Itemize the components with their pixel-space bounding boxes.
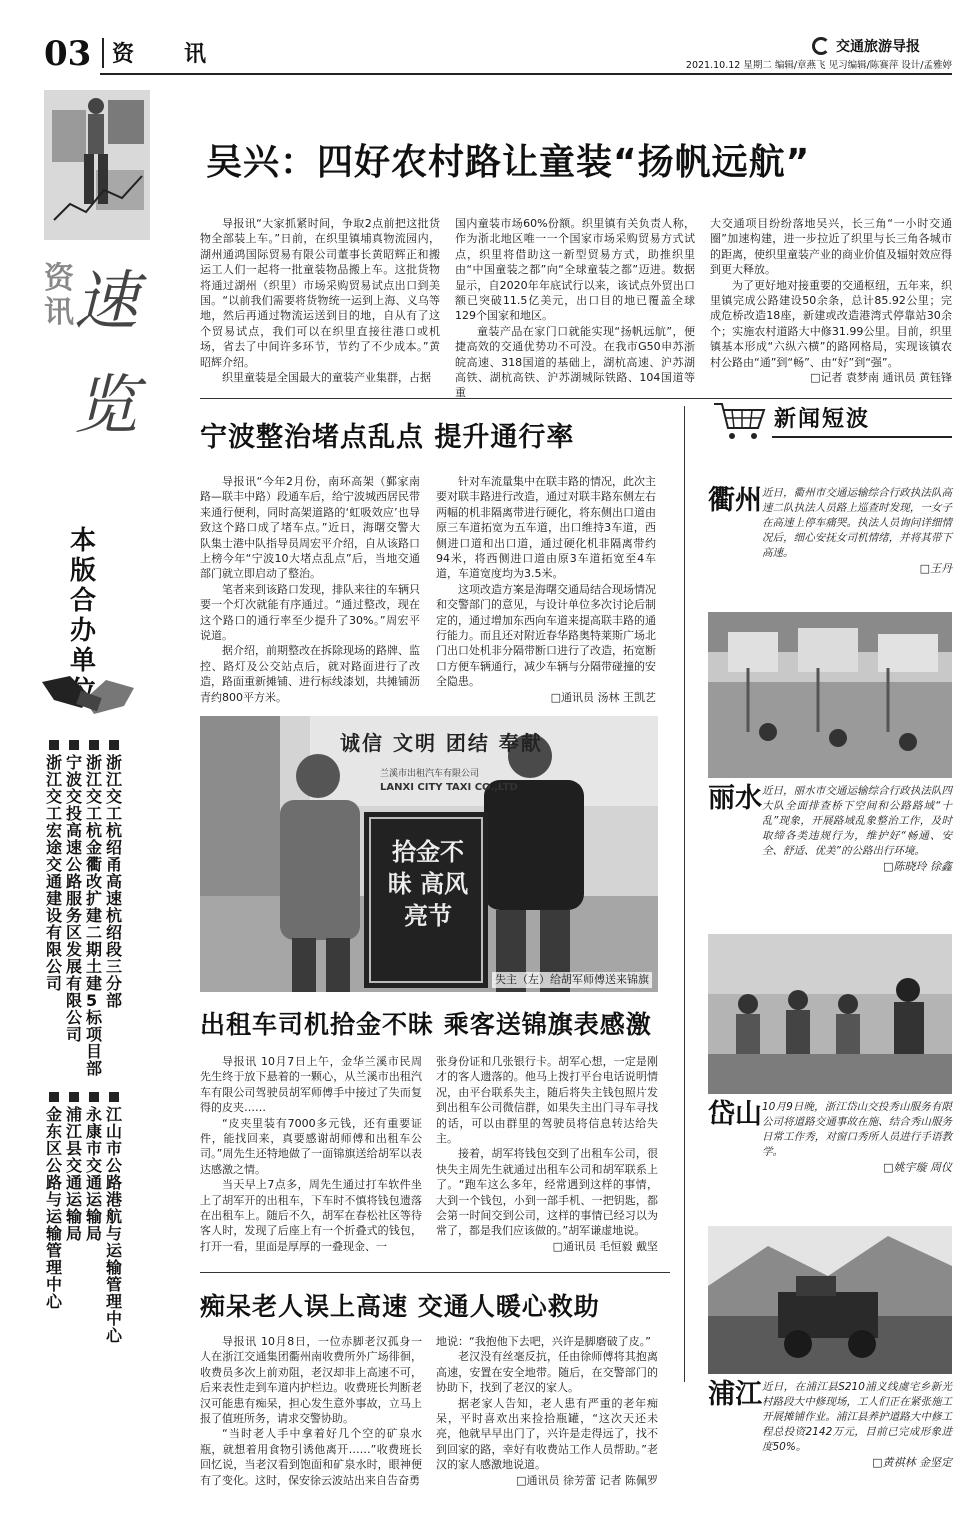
paragraph: 老汉没有丝毫反抗，任由徐师傅将其抱离高速，安置在安全地带。随后，在交警部门的协助下，找到了老汉的家人。 xyxy=(436,1350,658,1395)
page-number: 03 xyxy=(44,34,92,74)
article3-headline: 出租车司机拾金不昧 乘客送锦旗表感激 xyxy=(200,1010,652,1039)
paragraph: 接着，胡军将钱包交到了出租车公司，很快失主周先生就通过出租车公司和胡军联系上了。“跑车这么多年，经常遇到这样的事情，大到一个钱包，小到一部手机、一把钥匙，都会第一时间交到公司，这样的事情已经习以为常了，都是我们应该做的。”胡军谦虚地说。 xyxy=(436,1147,658,1238)
paper-logo xyxy=(812,36,952,56)
paragraph: 地说：“我抱他下去吧，兴许是脚磨破了皮。” xyxy=(436,1335,651,1348)
header-divider xyxy=(102,38,104,68)
article3-col1 xyxy=(200,1054,422,1254)
header-rule xyxy=(100,73,952,75)
article3-col2 xyxy=(436,1054,658,1254)
briefs-title: 新闻短波 xyxy=(774,407,871,432)
article1-col2 xyxy=(455,216,695,401)
units-group-1 xyxy=(44,740,144,1080)
paragraph: 据介绍，前期整改在拆除现场的路牌、监控、路灯及公交站点后，就对路面进行了改造，路面重新摊铺、进行标线漆划，共摊铺沥青约800平方米。 xyxy=(200,644,420,704)
brief-city: 浦江 xyxy=(708,1379,762,1410)
brief-city: 岱山 xyxy=(708,1099,762,1130)
sidebar-title-char: 讯 xyxy=(44,295,74,330)
sidebar-title-char: 资 xyxy=(44,261,74,296)
brief-credit: □姚宇璇 周仪 xyxy=(883,1161,952,1174)
logo-icon xyxy=(812,37,830,55)
paragraph: 针对车流量集中在联丰路的情况，此次主要对联丰路进行改造，通过对联丰路东侧左右两幅的机非隔离带进行硬化，将东侧出口道由原三车道拓宽为五车道，出口维持3车道，西侧进口道和出口道，通过硬化机非隔离带约94米，将西侧进口道由原3车道拓宽至4车道，车道宽度均为3.5米。 xyxy=(436,475,656,581)
cohost-unit: 浙江交工杭绍甬高速杭绍段三分部 xyxy=(106,740,123,1009)
paper-name: 交通旅游导报 xyxy=(836,39,920,55)
paragraph: 据老家人告知，老人患有严重的老年痴呆，平时喜欢出来捡拾瓶罐，“这次天还未亮，他就早早出门了，兴许是走得远了，找不到回家的路，幸好有收费站工作人员帮助。”老汉的家人感激地说道。 xyxy=(436,1396,658,1472)
article2-col2 xyxy=(436,474,656,705)
paragraph: 大交通项目纷纷落地吴兴，长三角“一小时交通圈”加速构建，进一步拉近了织里与长三角各城市的距离，使织里童装产业的商业价值及辐射效应得到更大释放。 xyxy=(710,217,952,277)
paragraph: 导报讯“大家抓紧时间，争取2点前把这批货物全部装上车。”日前，在织里镇埔真物流园内，湖州通鸿国际贸易有限公司董事长黄昭辉正和搬运工人们一起将一批童装物品搬上车。这批货物将通过湖州（织里）市场采购贸易试点出口到美国。“以前我们需要将货物统一运到上海、义乌等地，然后再通过物流运送到目的地，自从有了这个贸易试点，我们可以在织里直接往港口或机场，省去了中间许多环节，节约了不少成本。”黄昭辉介绍。 xyxy=(200,217,440,369)
cart-icon xyxy=(712,398,768,442)
lishui-photo xyxy=(708,612,952,778)
cohost-unit: 浦江县交通运输局 xyxy=(66,1092,83,1242)
article1-col3 xyxy=(710,216,952,385)
brief-credit: □黄祺林 金坚定 xyxy=(872,1456,952,1469)
paragraph: 导报讯“今年2月份，南环高架（鄞家南路—联丰中路）段通车后，给宁波城西居民带来通行便利，同时高架道路的‘虹吸效应’也导致这个路口成了堵车点。”近日，海曙交警大队集士港中队指导员周宏平介绍，自从该路口上榜今年“宁波10大堵点乱点”后，当地交通部门就立即启动了整治。 xyxy=(200,475,420,581)
daishan-photo xyxy=(708,934,952,1094)
brief-daishan xyxy=(708,1100,952,1175)
pujiang-photo xyxy=(708,1226,952,1374)
paragraph: 织里童装是全国最大的童装产业集群，占据 xyxy=(222,371,431,385)
sidebar-illustration xyxy=(38,80,156,252)
article3-credit: □通讯员 毛恒毅 戴坚 xyxy=(552,1239,658,1253)
paragraph: 导报讯 10月8日，一位赤脚老汉孤身一人在浙江交通集团衢州南收费所外广场徘徊，收费员多次上前劝阻，老汉却非上高速不可，后来表性走到车道内护栏边。收费班长判断老汉可能患有痴呆，担心发生意外事故，立马上报了值班所务，请求交警协助。 xyxy=(200,1335,422,1426)
brief-quzhou xyxy=(708,486,952,576)
cohost-unit: 永康市交通运输局 xyxy=(86,1092,103,1242)
brief-credit: □王丹 xyxy=(919,562,952,575)
article2-headline: 宁波整治堵点乱点 提升通行率 xyxy=(200,422,575,453)
brief-lishui xyxy=(708,784,952,874)
cohost-unit: 金东区公路与运输管理中心 xyxy=(46,1092,63,1310)
paragraph: 张身份证和几张银行卡。胡军心想，一定是刚才的客人遗落的。他马上拨打平台电话说明情况，由平台联系失主，随后将失主钱包照片发到出租车公司微信群，如果失主出门寻车寻找的话，可以由群里的驾驶员将信息转达给失主。 xyxy=(436,1055,658,1146)
article1-headline: 吴兴：四好农村路让童装“扬帆远航” xyxy=(206,142,811,183)
article4-col1 xyxy=(200,1334,422,1488)
units-group-2 xyxy=(44,1092,144,1392)
cohost-title: 本版合办单 xyxy=(70,526,97,676)
photo-company-name: 兰溪市出租汽车有限公司 xyxy=(380,769,480,779)
paragraph: 当天早上7点多，周先生通过打车软件坐上了胡军开的出租车，下车时不慎将钱包遗落在出租车上。随后不久，胡军在春松社区等待客人时，发现了后座上有一个折叠式的钱包，打开一看，里面是厚厚的一叠现金、一 xyxy=(200,1178,422,1253)
paragraph: 这项改造方案是海曙交通局结合现场情况和交警部门的意见，与设计单位多次讨论后制定的，通过增加东西向车道来提高联丰路的通行能力。而且还对附近春华路奥特莱斯广场北门出口处机非分隔带断口进行了改造，拓宽断口方便车辆通行，减少车辆与分隔带碰撞的安全隐患。 xyxy=(436,582,656,689)
photo-company-en: LANXI CITY TAXI CO.,LTD xyxy=(380,782,518,793)
paragraph: 为了更好地对接重要的交通枢纽，五年来，织里镇完成公路建设50余条，总计85.92公里；完成危桥改造18座，新建或改造港湾式停靠站30余个；实施农村道路大中修31.99公里。目前，织里镇基本形成“六纵六横”的路网格局，实现该镇农村公路由“通”到“畅”、由“好”到“强”。 xyxy=(710,278,952,369)
cohost-unit: 江山市公路港航与运输管理中心 xyxy=(106,1092,123,1344)
briefs-header xyxy=(712,396,952,444)
brief-city: 丽水 xyxy=(708,783,762,814)
section-title: 资 讯 xyxy=(112,42,221,67)
cohost-unit: 宁波交投高速公路服务区发展有限公司 xyxy=(66,740,83,1043)
paragraph: 笔者来到该路口发现，排队来往的车辆只要一个灯次就能有序通过。“通过整改，现在这个路口的通行率至少提升了30%。”周宏平说道。 xyxy=(200,582,420,643)
article2-credit: □通讯员 汤林 王凯艺 xyxy=(550,690,656,704)
brief-text: 近日，丽水市交通运输综合行政执法队四大队全面排查桥下空间和公路路域“十乱”现象，开展路域乱象整治工作，及时取缔各类违规行为，维护好“畅通、安全、舒适、优美”的公路出行环境。 xyxy=(762,785,952,857)
brief-text: 10月9日晚，浙江岱山交投秀山服务有限公司将道路交通事故在施、结合秀山服务日常工作秀，对窗口秀所人员进行手语教学。 xyxy=(762,1101,952,1158)
paragraph: 国内童装市场60%份额。织里镇有关负责人称，作为浙北地区唯一一个国家市场采购贸易方式试点，织里将借助这一新型贸易方式，助推织里由“中国童装之都”向“全球童装之都”迈进。数据显示，自2020年年底试行以来，该试点外贸出口额已突破11.5亿美元，出口目的地已覆盖全球129个国家和地区。 xyxy=(455,217,695,323)
banner-text: 拾金不昧 高风亮节 xyxy=(387,838,469,930)
handshake-icon xyxy=(40,670,136,730)
sidebar-title-chars xyxy=(44,262,74,330)
sidebar-title-script: 速览 xyxy=(74,265,138,443)
photo-wall-text: 诚信 文明 团结 奉献 xyxy=(340,731,543,755)
article4-headline: 痴呆老人误上高速 交通人暖心救助 xyxy=(200,1292,600,1321)
brief-pujiang xyxy=(708,1380,952,1470)
dateline: 2021.10.12 星期二 编辑/章燕飞 见习编辑/陈赛萍 设计/孟雅婷 xyxy=(685,60,952,71)
brief-text: 近日，在浦江县S210浦义线虞宅乡新光村路段大中修现场，工人们正在紧张施工开展摊铺作业。浦江县养护道路大中修工程总投资2142万元，目前已完成形象进度50%。 xyxy=(762,1381,952,1453)
article4-col2 xyxy=(436,1334,658,1488)
paragraph: 童装产品在家门口就能实现“扬帆远航”，便捷高效的交通优势功不可没。在我市G50申苏浙皖高速、318国道的基础上，湖杭高速、沪苏湖高铁、湖杭高铁、沪苏湖城际铁路、104国道等重 xyxy=(455,324,695,400)
photo-caption: 失主（左）给胡军师傅送来锦旗 xyxy=(492,972,652,988)
article2-col1 xyxy=(200,474,420,705)
article1-col1 xyxy=(200,216,440,385)
brief-text: 近日，衢州市交通运输综合行政执法队高速二队执法人员路上巡查时发现，一女子在高速上停车痛哭。执法人员询问详细情况后，细心安抚女司机情绪，并将其带下高速。 xyxy=(762,487,952,559)
brief-city: 衢州 xyxy=(708,485,762,516)
taxi-photo xyxy=(200,716,658,992)
column-rule xyxy=(684,406,685,1382)
cohost-unit: 浙江交工杭金衢改扩建二期土建5标项目部 xyxy=(86,740,103,1077)
paragraph: 导报讯 10月7日上午，金华兰溪市民周先生终于放下悬着的一颗心，从兰溪市出租汽车有限公司驾驶员胡军师傅手中接过了失而复得的皮夹…… xyxy=(200,1055,422,1115)
paragraph: “当时老人手中拿着好几个空的矿泉水瓶，就想着用食物引诱他离开……”收费班长回忆说，当老汉看到饱面和矿泉水时，眼神便有了变化。这时，保安徐云波站出来自告奋勇 xyxy=(200,1427,422,1487)
article4-credit: □通讯员 徐芳蕾 记者 陈佩罗 xyxy=(516,1473,658,1487)
section-rule xyxy=(200,1272,670,1273)
paragraph: “皮夹里装有7000多元钱，还有重要证件，能找回来，真要感谢胡师傅和出租车公司。”周先生还特地做了一面锦旗送给胡军以表达感激之情。 xyxy=(200,1116,422,1176)
brief-credit: □陈晓玲 徐鑫 xyxy=(883,860,952,873)
cohost-unit: 浙江交工宏途交通建设有限公司 xyxy=(46,740,63,992)
article1-credit: □记者 袁梦南 通讯员 黄钰锋 xyxy=(810,371,952,385)
